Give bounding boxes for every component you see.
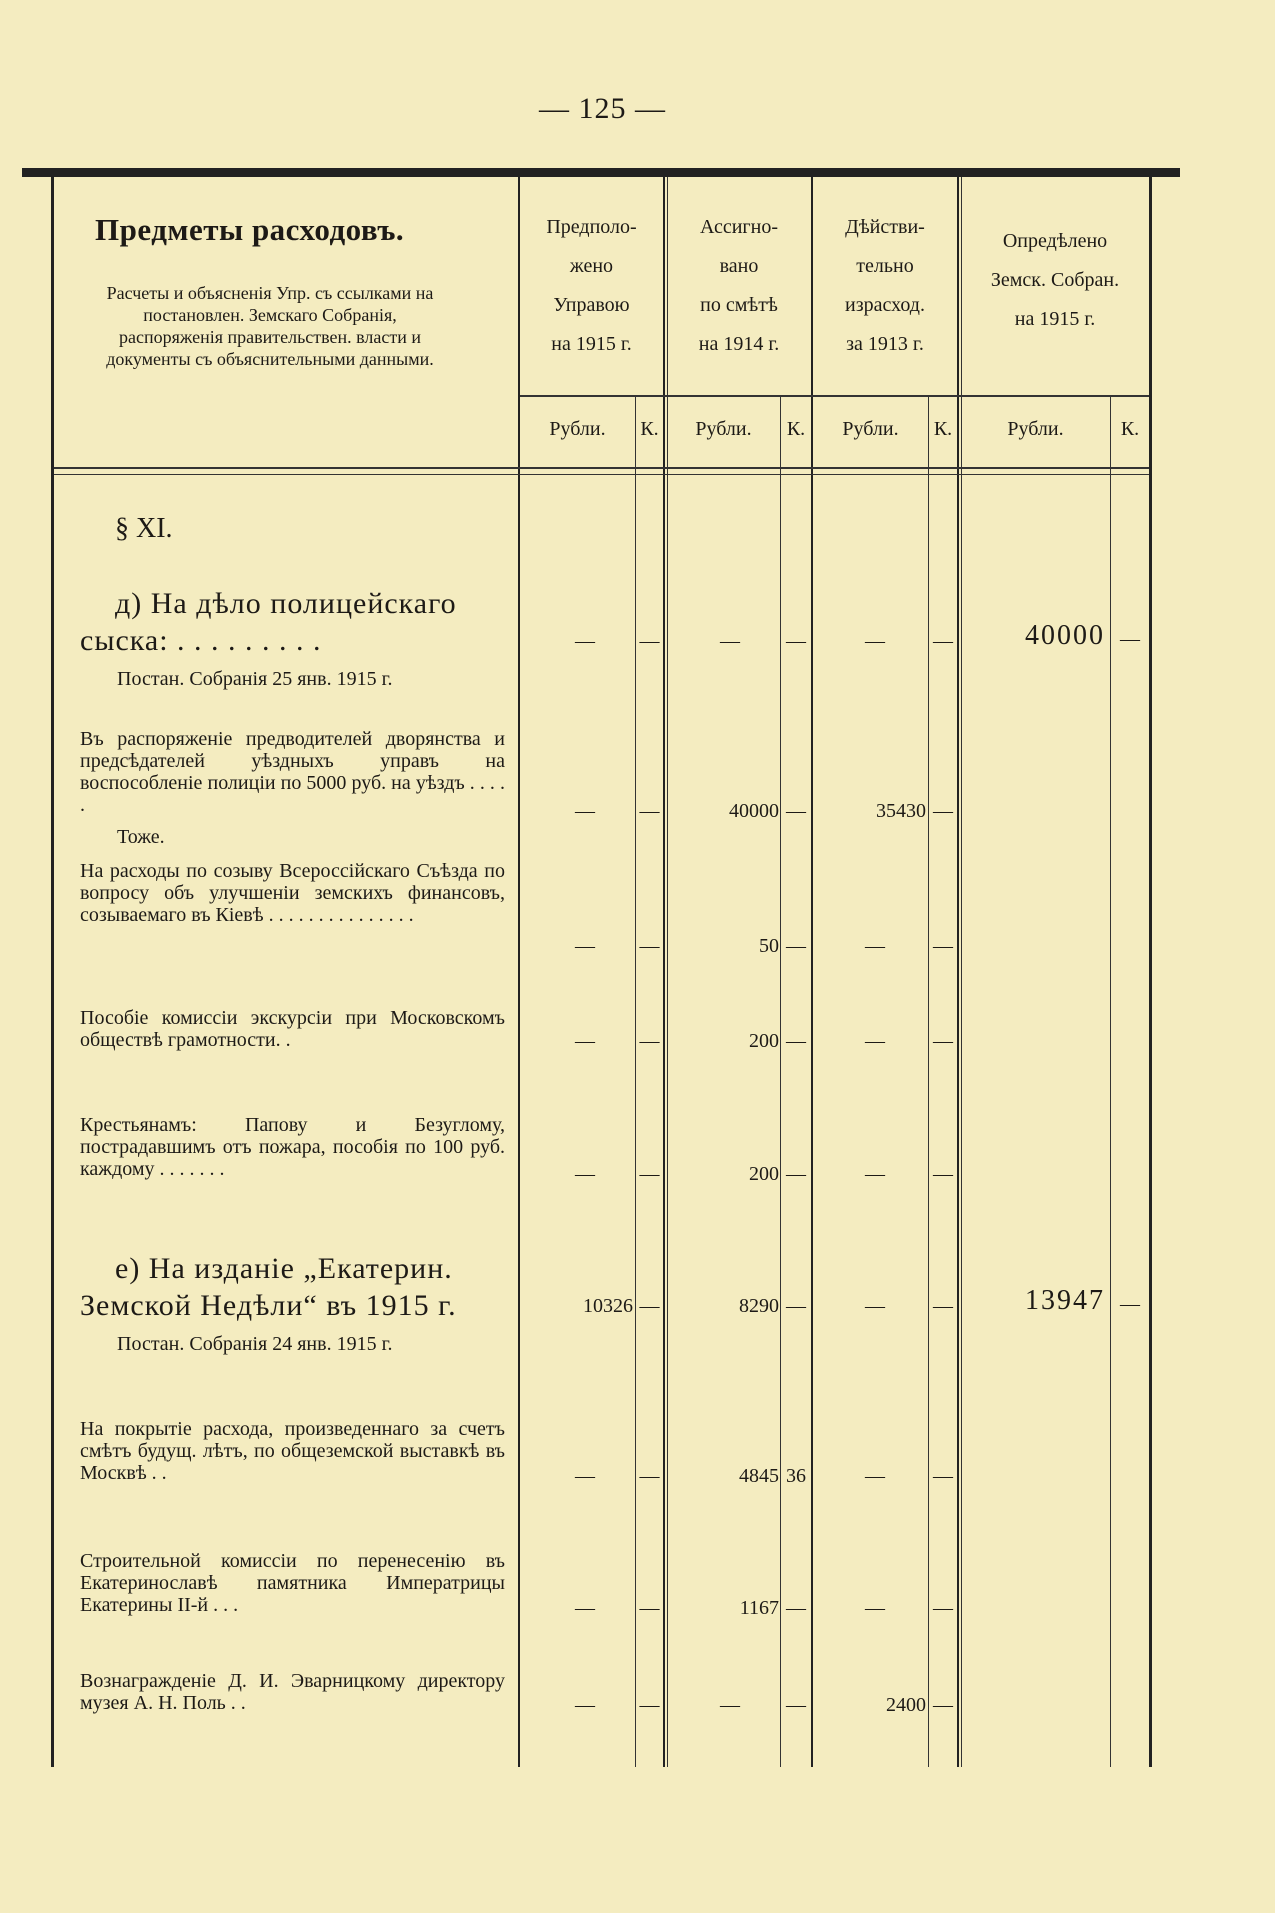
unit-kop-4: К. [1120,418,1140,440]
unit-rub-2: Рубли. [695,418,752,440]
d-actual-kop: — [933,630,953,652]
e-assigned-rub: 8290 [739,1295,779,1317]
item1-actual-rub: 35430 [876,800,926,822]
e-proposed-kop: — [639,1295,660,1317]
item6-actual-kop: — [933,1597,953,1619]
item3-proposed-rub: — [575,1030,595,1052]
col-divider-3 [957,177,959,1767]
e-actual-rub: — [865,1295,885,1317]
col-header-proposed: Предполо- жено Управою на 1915 г. [546,216,637,355]
item1-proposed-kop: — [639,800,660,822]
col-header-approved: Опредѣлено Земск. Собран. на 1915 г. [990,230,1120,330]
item6-assigned-rub: 1167 [739,1597,779,1619]
entry-e-heading-1: е) На изданіе „Екатерин. [115,1252,453,1285]
item5-actual-kop: — [933,1465,953,1487]
item4-actual-kop: — [933,1163,953,1185]
unit-kop-3: К. [933,418,953,440]
unit-kop-2: К. [786,418,806,440]
item7-proposed-kop: — [639,1694,660,1716]
item5-assigned-rub: 4845 [739,1465,779,1487]
item4-proposed-kop: — [639,1163,660,1185]
d-actual-rub: — [865,630,885,652]
item1-actual-kop: — [933,800,953,822]
section-heading: § XI. [115,513,173,544]
item3-assigned-kop: — [786,1030,806,1052]
col-header-actual: Дѣйстви- тельно израсход. за 1913 г. [845,216,925,355]
item5-proposed-kop: — [639,1465,660,1487]
header-bottom-rule [54,467,1149,469]
item3-actual-kop: — [933,1030,953,1052]
item-literacy-society: Пособіе комиссіи экскурсіи при Московскомъ обществѣ грамотности. . [80,1007,505,1051]
right-border [1149,177,1152,1767]
col-divider-1 [663,177,665,1767]
item2-assigned-kop: — [786,935,806,957]
e-approved-kop: — [1120,1293,1140,1315]
item3-assigned-rub: 200 [749,1030,779,1052]
unit-rub-3: Рубли. [842,418,899,440]
item-museum-director-fee: Вознагражденіе Д. И. Эварницкому директору музея А. Н. Поль . . [80,1670,505,1714]
header-subtitle: Расчеты и объясненія Упр. съ ссылками на постановлен. Земскаго Собранія, распоряженія правительствен. власти и документы съ объяснительными данными. [106,283,434,369]
item1-assigned-rub: 40000 [729,800,779,822]
col-divider-text [518,177,520,1767]
col-header-assigned: Ассигно- вано по смѣтѣ на 1914 г. [698,216,780,355]
e-proposed-rub: 10326 [583,1295,633,1317]
kop-divider-4 [1110,397,1111,1767]
entry-d-heading-1: д) На дѣло полицейскаго [115,587,457,620]
kop-divider-2 [780,397,781,1767]
kop-divider-3 [928,397,929,1767]
item5-proposed-rub: — [575,1465,595,1487]
item4-assigned-rub: 200 [749,1163,779,1185]
item4-proposed-rub: — [575,1163,595,1185]
kop-divider-1 [635,397,636,1767]
item2-proposed-kop: — [639,935,660,957]
e-assigned-kop: — [786,1295,806,1317]
d-assigned-rub: — [720,630,740,652]
item7-assigned-rub: — [720,1694,740,1716]
item-fire-victims: Крестьянамъ: Папову и Безуглому, пострадавшимъ отъ пожара, пособія по 100 руб. каждому . . . . . . . [80,1114,505,1180]
item-police-subsidy: Въ распоряженіе предводителей дворянства и предсѣдателей уѣздныхъ управъ на воспособленіе полиціи по 5000 руб. на уѣздъ . . . . . [80,728,505,816]
item4-assigned-kop: — [786,1163,806,1185]
item2-actual-rub: — [865,935,885,957]
d-proposed-rub: — [575,630,595,652]
item7-assigned-kop: — [786,1694,806,1716]
d-approved-kop: — [1120,628,1140,650]
item4-actual-rub: — [865,1163,885,1185]
header-title: Предметы расходовъ. [95,212,405,247]
item7-actual-rub: 2400 [886,1694,926,1716]
left-border [51,177,54,1767]
item7-actual-kop: — [933,1694,953,1716]
col-divider-3b [961,177,962,1767]
item5-assigned-kop: 36 [786,1465,806,1487]
e-approved-rub: 13947 [1025,1285,1105,1316]
item6-assigned-kop: — [786,1597,806,1619]
item5-actual-rub: — [865,1465,885,1487]
entry-e-reference: Постан. Собранія 24 янв. 1915 г. [117,1333,393,1355]
header-mid-rule [520,395,1149,397]
item-monument-commission: Строительной комиссіи по перенесенію въ Екатеринославѣ памятника Императрицы Екатерины II-й . . . [80,1550,505,1616]
item-moscow-exhibition: На покрытіе расхода, произведеннаго за счетъ смѣтъ будущ. лѣтъ, по общеземской выставкѣ въ Москвѣ . . [80,1418,505,1484]
header-bottom-rule-2 [54,474,1149,475]
item2-proposed-rub: — [575,935,595,957]
item7-proposed-rub: — [575,1694,595,1716]
d-approved-rub: 40000 [1025,620,1105,651]
unit-kop-1: К. [640,418,659,440]
item-congress-expenses: На расходы по созыву Всероссійскаго Съѣзда по вопросу объ улучшеніи земскихъ финансовъ, созываемаго въ Кіевѣ . . . . . . . . . . . . . . . [80,860,505,926]
entry-e-heading-2: Земской Недѣли“ въ 1915 г. [80,1289,457,1322]
col-divider-1b [667,177,668,1767]
item1-proposed-rub: — [575,800,595,822]
item-police-subsidy-note: Тоже. [117,826,165,848]
item1-assigned-kop: — [786,800,806,822]
unit-rub-4: Рубли. [1007,418,1064,440]
d-proposed-kop: — [639,630,660,652]
item6-proposed-kop: — [639,1597,660,1619]
unit-rub-1: Рубли. [549,418,606,440]
item6-actual-rub: — [865,1597,885,1619]
entry-d-heading-2: сыска: . . . . . . . . . [80,624,322,657]
item3-actual-rub: — [865,1030,885,1052]
top-rule [22,168,1180,177]
item2-assigned-rub: 50 [759,935,779,957]
item6-proposed-rub: — [575,1597,595,1619]
d-assigned-kop: — [786,630,806,652]
item2-actual-kop: — [933,935,953,957]
item3-proposed-kop: — [639,1030,660,1052]
col-divider-2 [811,177,813,1767]
entry-d-reference: Постан. Собранія 25 янв. 1915 г. [117,668,393,690]
e-actual-kop: — [933,1295,953,1317]
page-number: — 125 — [539,92,666,125]
